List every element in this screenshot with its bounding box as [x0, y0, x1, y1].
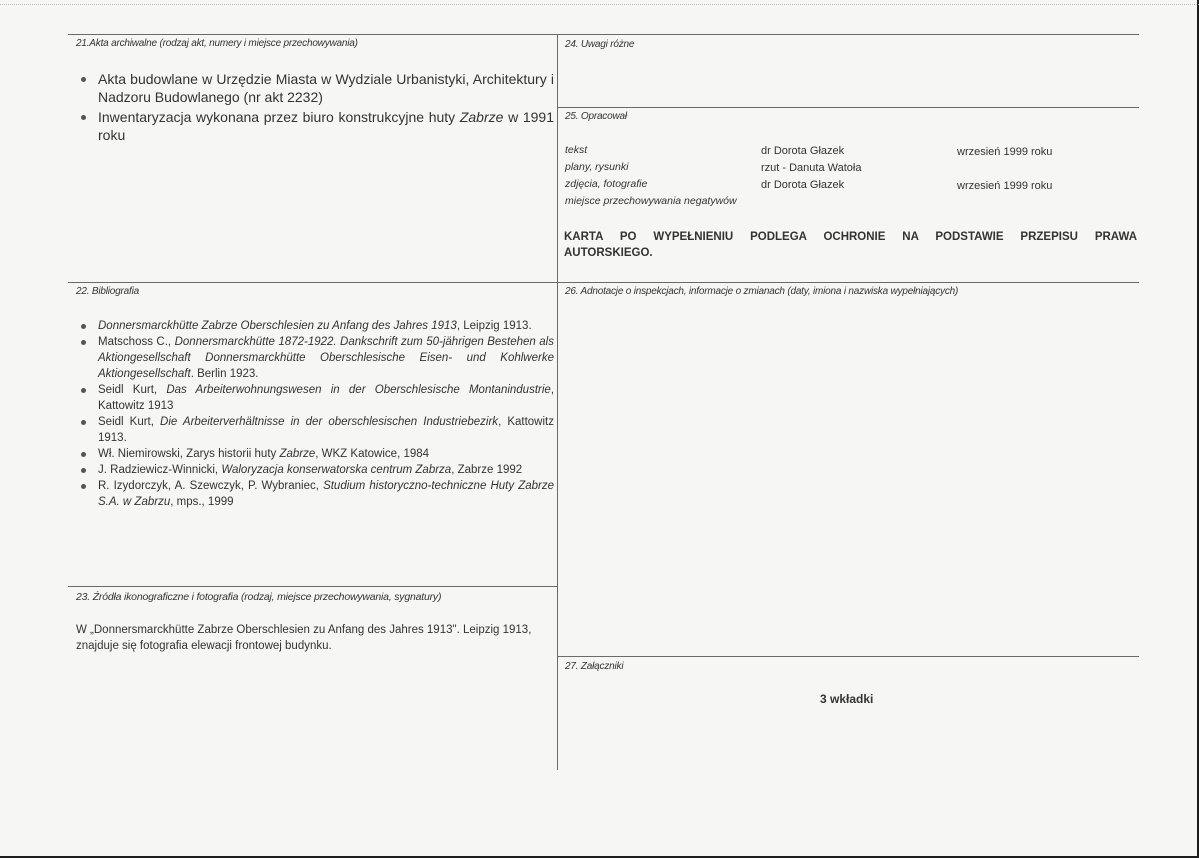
section-23-text-line-1: W „Donnersmarckhütte Zabrze Oberschlesien zu Anfang des Jahres 1913". Leipzig 1913, — [76, 624, 532, 636]
bibliography-item — [76, 318, 554, 334]
attachments-count: 3 wkładki — [820, 692, 874, 706]
credit-person: dr Dorota Głazek — [761, 179, 845, 191]
credit-role: tekst — [565, 144, 588, 156]
credit-role: miejsce przechowywania negatywów — [565, 195, 737, 207]
credit-role: zdjęcia, fotografie — [565, 178, 648, 190]
bibliography-text: , Kattowitz 1913. — [98, 416, 554, 444]
list-item: Inwentaryzacja wykonana przez biuro konstrukcyjne huty Zabrze w 1991 roku — [76, 108, 554, 144]
bibliography-text: . Berlin 1923. — [190, 368, 259, 380]
bibliography-item — [76, 462, 554, 478]
bibliography-item — [76, 382, 554, 414]
section-23-text-line-2: znajduje się fotografia elewacji frontowej budynku. — [76, 640, 332, 652]
bibliography-item — [76, 478, 554, 510]
credit-role: plany, rysunki — [565, 161, 629, 173]
rule-top-right — [557, 34, 1139, 35]
bibliography-text: Waloryzacja konserwatorska centrum Zabrza — [221, 464, 452, 476]
section-21-list — [76, 70, 554, 146]
bibliography-text: , Kattowitz 1913 — [98, 384, 555, 412]
credit-person: dr Dorota Głazek — [761, 145, 845, 157]
bibliography-text: Donnersmarckhütte Zabrze Oberschlesien zu Anfang des Jahres 1913 — [98, 320, 457, 332]
section-27-label: 27. Załączniki — [565, 661, 624, 672]
section-26-label: 26. Adnotacje o inspekcjach, informacje o zmianach (daty, imiona i nazwiska wypełniających) — [565, 286, 959, 297]
rule-26-27 — [557, 656, 1139, 657]
list-item: Akta budowlane w Urzędzie Miasta w Wydziale Urbanistyki, Architektury i Nadzoru Budowlanego (nr akt 2232) — [76, 70, 554, 106]
top-edge-line — [0, 4, 1199, 5]
bibliography-text: , Leipzig 1913. — [456, 320, 532, 332]
bibliography-text: Seidl Kurt, — [98, 416, 161, 428]
credit-date: wrzesień 1999 roku — [957, 180, 1053, 192]
section-25-label: 25. Opracował — [565, 111, 627, 122]
section-23-label: 23. Źródła ikonograficzne i fotografia (rodzaj, miejsce przechowywania, sygnatury) — [76, 591, 442, 603]
rule-top-left — [68, 34, 557, 35]
bibliography-text: Studium historyczno-techniczne Huty Zabrze S.A. w Zabrzu — [98, 480, 555, 508]
section-24-label: 24. Uwagi różne — [565, 39, 635, 50]
rule-22-23 — [68, 586, 557, 587]
bibliography-item — [76, 446, 554, 462]
bibliography-text: Das Arbeiterwohnungswesen in der Oberschlesische Montanindustrie — [166, 384, 551, 396]
bibliography-text: Donnersmarckhütte 1872-1922. Dankschrift zum 50-jährigen Bestehen als Aktiongesellschaft Donnersmarckhütte Oberschlesische Eisen- und Kohlwerke Aktiongesellschaft — [98, 336, 554, 380]
credit-date: wrzesień 1999 roku — [957, 146, 1053, 158]
bibliography-text: Wł. Niemirowski, Zarys historii huty — [98, 448, 280, 460]
bibliography-text: Seidl Kurt, — [98, 384, 167, 396]
copyright-notice-line-2: AUTORSKIEGO. — [564, 247, 653, 259]
column-divider — [557, 34, 558, 770]
bibliography-item — [76, 414, 554, 446]
rule-24-25 — [557, 107, 1139, 108]
bibliography-text: Matschoss C., — [98, 336, 175, 348]
bibliography-text: J. Radziewicz-Winnicki, — [98, 464, 222, 476]
bibliography-text: , Zabrze 1992 — [451, 464, 523, 476]
rule-mid — [68, 282, 1139, 283]
bibliography-text: , WKZ Katowice, 1984 — [315, 448, 430, 460]
bibliography-list — [76, 318, 554, 510]
bibliography-text: R. Izydorczyk, A. Szewczyk, P. Wybraniec, — [98, 480, 324, 492]
copyright-notice-line-1: KARTA PO WYPEŁNIENIU PODLEGA OCHRONIE NA PODSTAWIE PRZEPISU PRAWA — [564, 231, 1137, 243]
bibliography-item — [76, 334, 554, 382]
section-21-label: 21.Akta archiwalne (rodzaj akt, numery i miejsce przechowywania) — [76, 38, 358, 49]
bibliography-text: Zabrze — [279, 448, 316, 460]
bibliography-text: Die Arbeiterverhältnisse in der oberschlesischen Industriebezirk — [160, 416, 499, 428]
section-22-label: 22. Bibliografia — [76, 286, 139, 297]
bibliography-text: , mps., 1999 — [170, 496, 234, 508]
credit-person: rzut - Danuta Watoła — [761, 162, 862, 174]
